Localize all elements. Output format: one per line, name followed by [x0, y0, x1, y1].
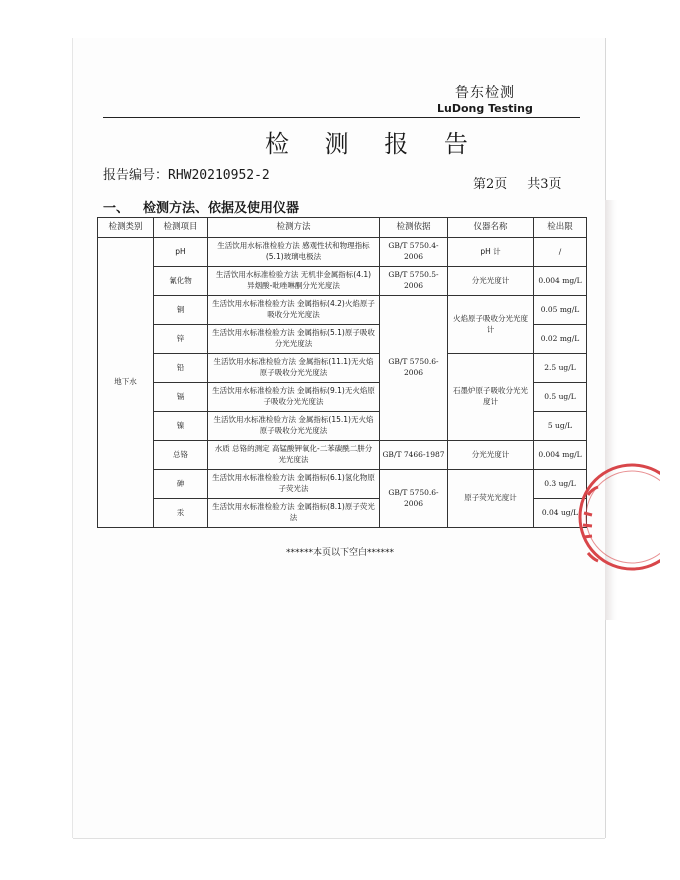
- item-cell: 铜: [154, 296, 208, 325]
- basis-cell: GB/T 5750.5-2006: [380, 267, 448, 296]
- method-cell: 生活饮用水标准检验方法 无机非金属指标(4.1) 异烟酸-吡唑啉酮分光光度法: [208, 267, 380, 296]
- instrument-cell: pH 计: [448, 238, 534, 267]
- item-cell: pH: [154, 238, 208, 267]
- method-cell: 生活饮用水标准检验方法 金属指标(4.2)火焰原子吸收分光光度法: [208, 296, 380, 325]
- limit-cell: 0.004 mg/L: [534, 441, 587, 470]
- instrument-cell: 原子荧光光度计: [448, 470, 534, 528]
- table-row: [98, 238, 587, 267]
- table-row: [98, 267, 587, 296]
- method-cell: 生活饮用水标准检验方法 金属指标(5.1)原子吸收分光光度法: [208, 325, 380, 354]
- section-title: 检测方法、依据及使用仪器: [143, 201, 300, 216]
- page-current: 第2页: [473, 177, 508, 192]
- instrument-cell: 火焰原子吸收分光光度计: [448, 296, 534, 354]
- limit-cell: 5 ug/L: [534, 412, 587, 441]
- header-divider: [103, 117, 580, 118]
- header-basis: 检测依据: [380, 218, 448, 238]
- item-cell: 锌: [154, 325, 208, 354]
- instrument-cell: 分光光度计: [448, 267, 534, 296]
- instrument-cell: 分光光度计: [448, 441, 534, 470]
- instrument-cell: 石墨炉原子吸收分光光度计: [448, 354, 534, 441]
- test-methods-table: [97, 217, 587, 528]
- method-cell: 生活饮用水标准检验方法 金属指标(11.1)无火焰原子吸收分光光度法: [208, 354, 380, 383]
- basis-cell: GB/T 5750.6-2006: [380, 470, 448, 528]
- method-cell: 生活饮用水标准检验方法 金属指标(9.1)无火焰原子吸收分光光度法: [208, 383, 380, 412]
- method-cell: 水质 总铬的测定 高锰酸钾氧化-二苯碳酰二肼分光光度法: [208, 441, 380, 470]
- company-name-en: LuDong Testing: [437, 102, 533, 115]
- page-total: 共3页: [527, 177, 562, 192]
- limit-cell: 2.5 ug/L: [534, 354, 587, 383]
- item-cell: 铅: [154, 354, 208, 383]
- header-item: 检测项目: [154, 218, 208, 238]
- item-cell: 砷: [154, 470, 208, 499]
- item-cell: 总铬: [154, 441, 208, 470]
- company-name-cn: 鲁东检测: [455, 85, 515, 101]
- method-cell: 生活饮用水标准检验方法 金属指标(15.1)无火焰原子吸收分光光度法: [208, 412, 380, 441]
- table-row: [98, 441, 587, 470]
- basis-cell: GB/T 5750.4-2006: [380, 238, 448, 267]
- limit-cell: 0.04 ug/L: [534, 499, 587, 528]
- limit-cell: 0.004 mg/L: [534, 267, 587, 296]
- method-cell: 生活饮用水标准检验方法 感观性状和物理指标(5.1)玻璃电极法: [208, 238, 380, 267]
- limit-cell: 0.5 ug/L: [534, 383, 587, 412]
- method-cell: 生活饮用水标准检验方法 金属指标(6.1)氢化物原子荧光法: [208, 470, 380, 499]
- basis-cell: GB/T 5750.6-2006: [380, 296, 448, 441]
- report-number: 报告编号：RHW20210952-2: [103, 168, 270, 183]
- item-cell: 氰化物: [154, 267, 208, 296]
- table-header-row: [98, 218, 587, 238]
- header-method: 检测方法: [208, 218, 380, 238]
- category-cell: 地下水: [98, 238, 154, 528]
- report-title: 检 测 报 告: [265, 130, 482, 158]
- header-category: 检测类别: [98, 218, 154, 238]
- limit-cell: 0.02 mg/L: [534, 325, 587, 354]
- item-cell: 镉: [154, 383, 208, 412]
- page-indicator: [473, 173, 562, 192]
- basis-cell: GB/T 7466-1987: [380, 441, 448, 470]
- method-cell: 生活饮用水标准检验方法 金属指标(8.1)原子荧光法: [208, 499, 380, 528]
- item-cell: 汞: [154, 499, 208, 528]
- header-instrument: 仪器名称: [448, 218, 534, 238]
- limit-cell: 0.05 mg/L: [534, 296, 587, 325]
- table-row: [98, 296, 587, 325]
- table-row: [98, 470, 587, 499]
- limit-cell: /: [534, 238, 587, 267]
- section-heading: [103, 197, 299, 216]
- section-number: 一、: [103, 201, 130, 216]
- blank-below-note: ******本页以下空白******: [285, 548, 394, 558]
- limit-cell: 0.3 ug/L: [534, 470, 587, 499]
- header-limit: 检出限: [534, 218, 587, 238]
- table-row: [98, 354, 587, 383]
- item-cell: 镍: [154, 412, 208, 441]
